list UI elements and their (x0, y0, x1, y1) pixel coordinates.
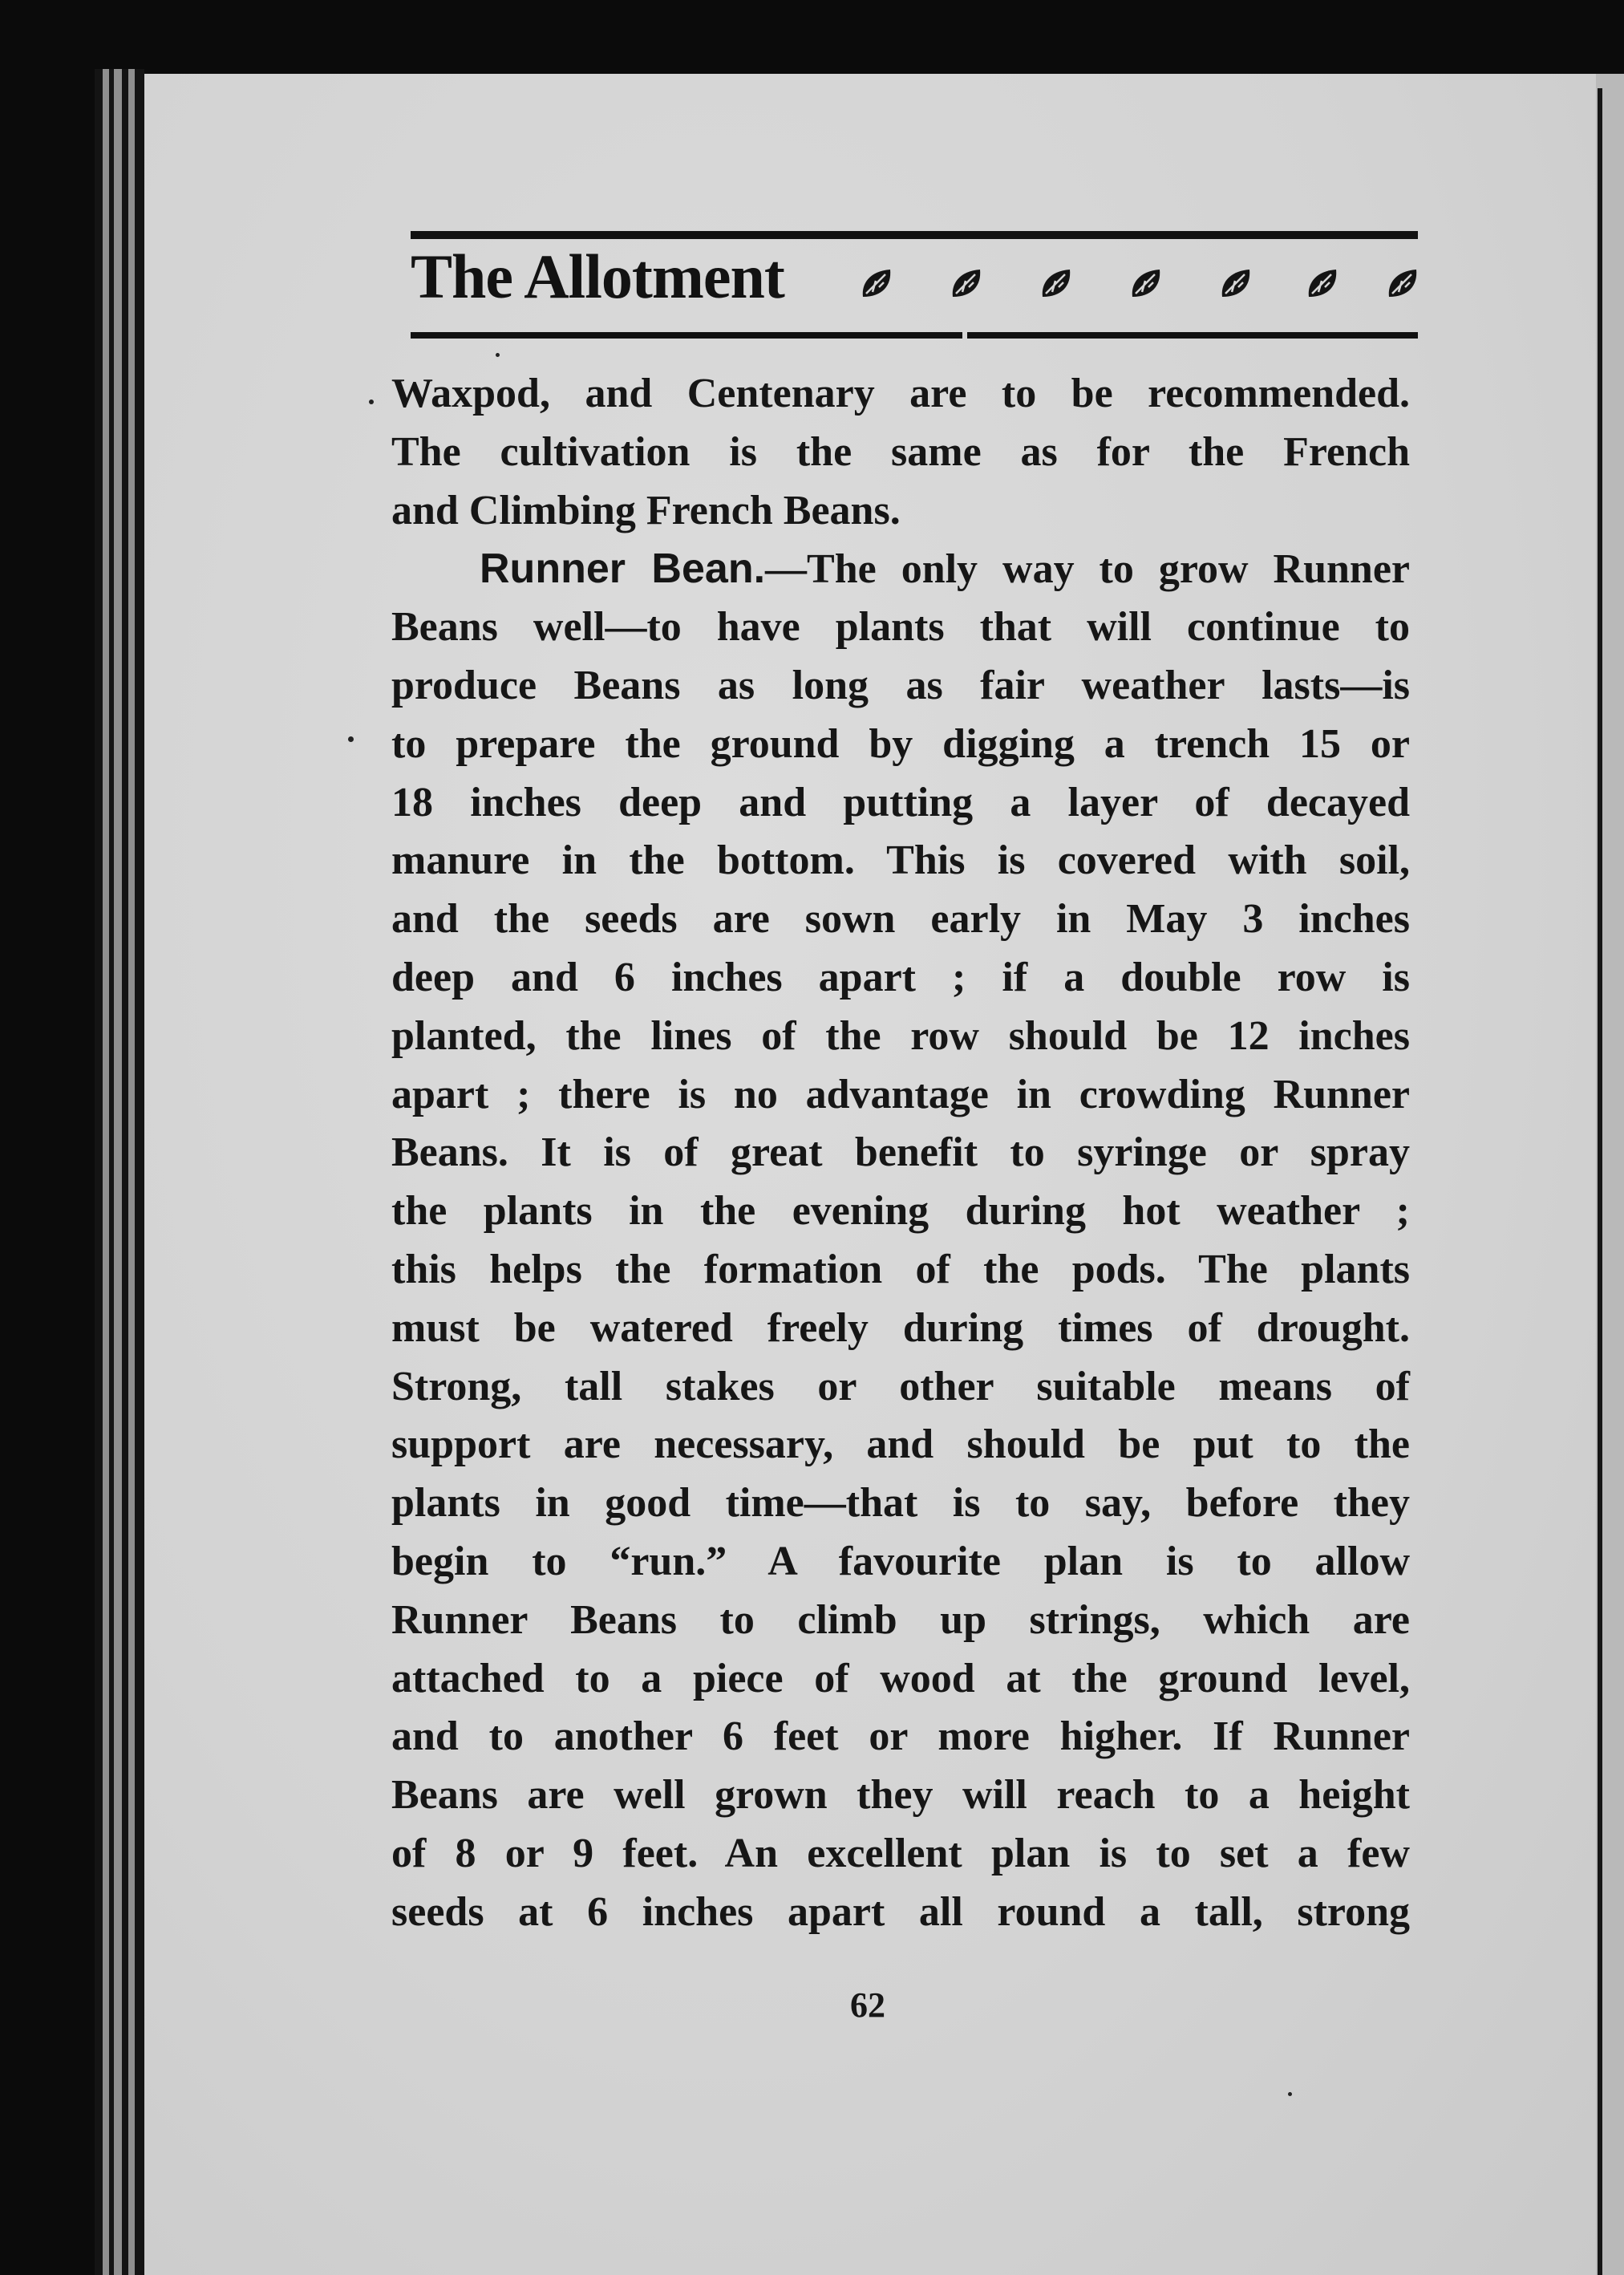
running-head: The Allotment (411, 241, 784, 311)
text-line: this helps the formation of the pods. The plants (391, 1246, 1410, 1292)
leaf-ornament-icon (948, 265, 986, 303)
text-line: begin to “run.” A favourite plan is to allow (391, 1538, 1410, 1584)
page-number: 62 (850, 1985, 885, 2025)
text-line: must be watered freely during times of drought. (391, 1304, 1410, 1351)
text-line: the plants in the evening during hot weather ; (391, 1188, 1410, 1235)
text-line: manure in the bottom. This is covered with soil, (391, 837, 1410, 884)
text-line: deep and 6 inches apart ; if a double row is (391, 954, 1410, 1000)
binding-edge (135, 69, 144, 2275)
paragraph-opening-line (391, 540, 1410, 598)
leaf-ornament-icon (1217, 265, 1256, 303)
text-line: planted, the lines of the row should be 12 inches (391, 1012, 1410, 1059)
binding-edge (103, 69, 109, 2275)
header-bottom-rule-right (967, 332, 1418, 339)
text-line: 18 inches deep and putting a layer of decayed (391, 779, 1410, 825)
text-line: Strong, tall stakes or other suitable means of (391, 1363, 1410, 1409)
text-line-rest: —The only way to grow Runner (765, 546, 1410, 593)
page-right-edge-line (1598, 88, 1602, 2275)
header-top-rule (411, 231, 1418, 239)
header-bottom-rule-left (411, 332, 962, 339)
text-line: support are necessary, and should be put to the (391, 1421, 1410, 1468)
scan-speck (1288, 2092, 1292, 2096)
text-line: to prepare the ground by digging a trench 15 or (391, 720, 1410, 767)
leaf-ornament-icon (858, 265, 897, 303)
binding-edge (114, 69, 122, 2275)
text-line: plants in good time—that is to say, before they (391, 1480, 1410, 1527)
scan-speck (496, 353, 500, 357)
scan-speck (369, 399, 374, 404)
leaf-ornament-icon (1304, 265, 1343, 303)
text-line: Runner Beans to climb up strings, which are (391, 1596, 1410, 1643)
text-line: attached to a piece of wood at the ground level, (391, 1655, 1410, 1701)
text-line: Beans are well grown they will reach to a height (391, 1772, 1410, 1819)
text-line: The cultivation is the same as for the French (391, 428, 1410, 475)
runner-bean-heading: Runner Bean. (480, 545, 766, 593)
binding-edge (128, 69, 135, 2275)
text-line: apart ; there is no advantage in crowding Runner (391, 1071, 1410, 1117)
ornament-row (858, 265, 1424, 313)
text-line: and to another 6 feet or more higher. If Runner (391, 1713, 1410, 1760)
text-line: of 8 or 9 feet. An excellent plan is to set a few (391, 1830, 1410, 1876)
text-line: Beans well—to have plants that will continue to (391, 604, 1410, 651)
text-line: and the seeds are sown early in May 3 inches (391, 896, 1410, 943)
text-line: Waxpod, and Centenary are to be recommended. (391, 371, 1410, 416)
text-line: seeds at 6 inches apart all round a tall, strong (391, 1888, 1410, 1935)
binding-edge (122, 69, 128, 2275)
body-text (391, 365, 1410, 1942)
leaf-ornament-icon (1128, 265, 1166, 303)
leaf-ornament-icon (1384, 265, 1423, 303)
scan-speck (348, 736, 354, 742)
text-line: Beans. It is of great benefit to syringe or spray (391, 1129, 1410, 1176)
text-line: and Climbing French Beans. (391, 487, 901, 533)
leaf-ornament-icon (1038, 265, 1076, 303)
binding-edge (95, 69, 103, 2275)
text-line: produce Beans as long as fair weather lasts—is (391, 662, 1410, 708)
